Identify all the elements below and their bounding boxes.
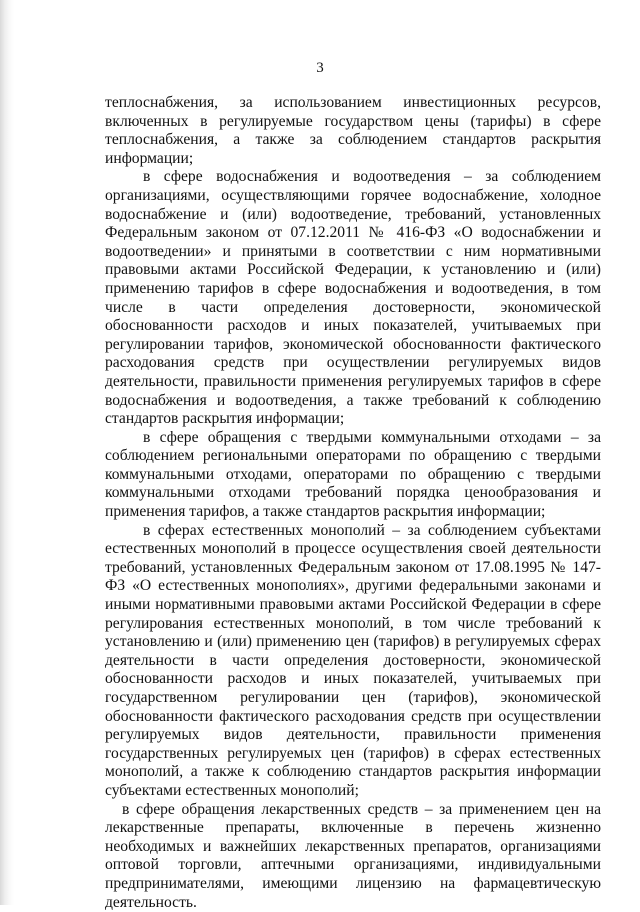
paragraph-solid-waste: в сфере обращения с твердыми коммунальными отходами – за соблюдением региональными операторами по обращению с твердыми коммунальными отходами, операторами по обращению с твердыми коммунальными отходами требований порядка ценообразования и применения тарифов, а также стандартов раскрытия информации; bbox=[105, 428, 601, 521]
scan-edge-shadow bbox=[0, 0, 14, 905]
paragraph-water-supply: в сфере водоснабжения и водоотведения – за соблюдением организациями, осуществляющими горячее водоснабжение, холодное водоснабжение и (или) водоотведение, требований, установленных Федеральным законом от 07.12.2011 № 416-ФЗ «О водоснабжении и водоотведении» и принятыми в соответствии с ним нормативными правовыми актами Российской Федерации, к установлению и (или) применению тарифов в сфере водоснабжения и водоотведения, в том числе в части определения достоверности, экономической обоснованности расходов и иных показателей, учитываемых при регулировании тарифов, экономической обоснованности фактического расходования средств при осуществлении регулируемых видов деятельности, правильности применения регулируемых тарифов в сфере водоснабжения и водоотведения, а также требований к соблюдению стандартов раскрытия информации; bbox=[105, 168, 601, 428]
paragraph-medicines: в сфере обращения лекарственных средств – за применением цен на лекарственные препараты, включенные в перечень жизненно необходимых и важнейших лекарственных препаратов, организациями оптовой торговли, аптечными организациями, индивидуальными предпринимателями, имеющими лицензию на фармацевтическую деятельность. bbox=[105, 800, 601, 911]
paragraph-heat-supply-continuation: теплоснабжения, за использованием инвестиционных ресурсов, включенных в регулируемые государством цены (тарифы) в сфере теплоснабжения, а также за соблюдением стандартов раскрытия информации; bbox=[105, 94, 601, 167]
page-number: 3 bbox=[316, 60, 324, 76]
paragraph-natural-monopolies: в сферах естественных монополий – за соблюдением субъектами естественных монополий в процессе осуществления своей деятельности требований, установленных Федеральным законом от 17.08.1995 № 147-ФЗ «О естественных монополиях», другими федеральными законами и иными нормативными правовыми актами Российской Федерации в сфере регулирования естественных монополий, в том числе требований к установлению и (или) применению цен (тарифов) в регулируемых сферах деятельности в части определения достоверности, экономической обоснованности расходов и иных показателей, учитываемых при государственном регулировании цен (тарифов), экономической обоснованности фактического расходования средств при осуществлении регулируемых видов деятельности, правильности применения государственных регулируемых цен (тарифов) в сферах естественных монополий, а также к соблюдению стандартов раскрытия информации субъектами естественных монополий; bbox=[105, 521, 601, 799]
document-body bbox=[105, 94, 601, 912]
